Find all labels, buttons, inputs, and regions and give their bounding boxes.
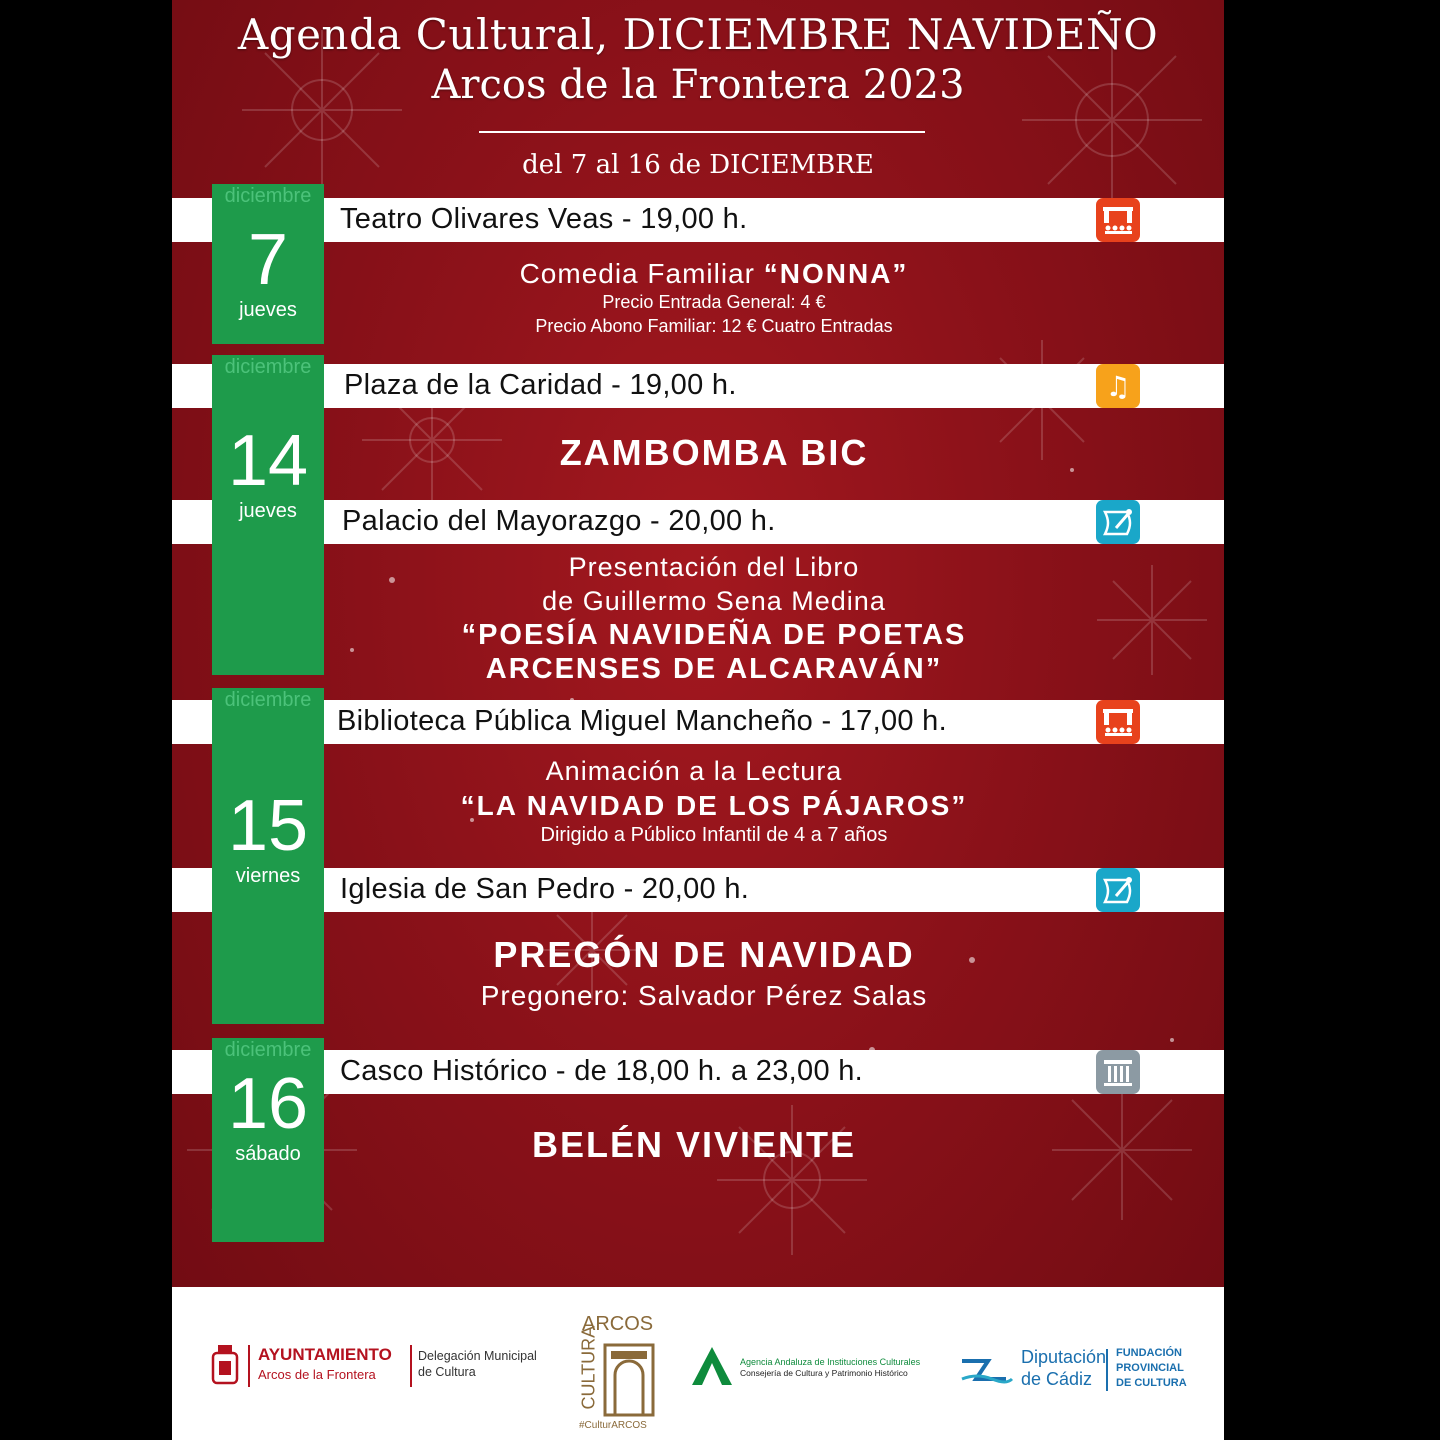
day-weekday: sábado	[235, 1143, 301, 1165]
agencia-andaluza-logo	[690, 1345, 950, 1389]
day-number: 7	[247, 220, 289, 300]
event-name: “NONNA”	[763, 258, 909, 289]
poster	[172, 0, 1224, 1440]
day-number: 14	[227, 421, 309, 501]
hashtag: #CulturARCOS	[579, 1420, 647, 1431]
venue-time: Iglesia de San Pedro - 20,00 h.	[340, 873, 750, 905]
event-details	[324, 432, 1104, 474]
event-name: “LA NAVIDAD DE LOS PÁJAROS”	[460, 790, 968, 821]
event-name: BELÉN VIVIENTE	[531, 1124, 857, 1165]
ayuntamiento-name: AYUNTAMIENTO	[258, 1345, 392, 1364]
arcos-wordmark: ARCOS	[582, 1313, 654, 1335]
diputacion-emblem-icon	[960, 1351, 1014, 1385]
literature-icon	[1096, 868, 1140, 912]
venue-time: Biblioteca Pública Miguel Mancheño - 17,00 h.	[337, 705, 947, 737]
day-number: 15	[227, 786, 309, 866]
title-divider	[479, 131, 925, 133]
literature-icon	[1096, 500, 1140, 544]
event-name: “POESÍA NAVIDEÑA DE POETAS	[461, 619, 967, 651]
ayuntamiento-logo	[210, 1343, 537, 1391]
event-details	[324, 258, 1104, 337]
event-name: ZAMBOMBA BIC	[559, 432, 869, 473]
venue-time: Teatro Olivares Veas - 19,00 h.	[340, 203, 748, 235]
day-block	[212, 1038, 324, 1242]
venue-band	[172, 198, 1224, 242]
cultura-wordmark: CULTURA	[578, 1325, 599, 1410]
event-title	[324, 258, 1104, 290]
agencia-line2: Consejería de Cultura y Patrimonio Histórico	[740, 1368, 908, 1378]
delegacion-line1: Delegación Municipal	[418, 1349, 537, 1363]
svg-text:♫: ♫	[1105, 370, 1131, 403]
event-name: PREGÓN DE NAVIDAD	[493, 934, 915, 975]
date-range: del 7 al 16 de DICIEMBRE	[522, 150, 874, 180]
theater-icon	[1096, 198, 1140, 242]
day-month: diciembre	[224, 1039, 312, 1061]
agencia-line1: Agencia Andaluza de Instituciones Culturales	[740, 1357, 921, 1367]
venue-band	[172, 500, 1224, 544]
price-family: Precio Abono Familiar: 12 € Cuatro Entradas	[535, 316, 893, 336]
event-details	[324, 1124, 1104, 1166]
event-author: de Guillermo Sena Medina	[542, 586, 886, 616]
day-block	[212, 355, 324, 675]
day-month: diciembre	[224, 185, 312, 207]
event-details	[324, 552, 1104, 686]
delegacion-line2: de Cultura	[418, 1365, 476, 1379]
theater-icon	[1096, 700, 1140, 744]
fundacion-line1: FUNDACIÓN	[1116, 1347, 1182, 1359]
event-details	[324, 756, 1104, 847]
venue-time: Plaza de la Caridad - 19,00 h.	[344, 369, 737, 401]
day-month: diciembre	[224, 356, 312, 378]
venue-time: Casco Histórico - de 18,00 h. a 23,00 h.	[340, 1055, 864, 1087]
poster-subtitle: Arcos de la Frontera 2023	[431, 62, 965, 108]
fundacion-line2: PROVINCIAL	[1116, 1362, 1184, 1374]
diputacion-line2: de Cádiz	[1021, 1369, 1093, 1389]
venue-band	[172, 868, 1224, 912]
event-name-continued: ARCENSES DE ALCARAVÁN”	[485, 653, 943, 685]
event-speaker: Pregonero: Salvador Pérez Salas	[480, 980, 928, 1011]
diputacion-line1: Diputación	[1021, 1347, 1107, 1367]
day-month: diciembre	[224, 689, 312, 711]
junta-andalucia-icon	[690, 1345, 734, 1387]
price-general: Precio Entrada General: 4 €	[602, 292, 826, 312]
day-block	[212, 688, 324, 1024]
day-weekday: jueves	[239, 500, 297, 522]
heritage-column-icon	[1096, 1050, 1140, 1094]
event-subtitle: Animación a la Lectura	[545, 756, 843, 786]
music-icon	[1096, 364, 1140, 408]
event-details	[324, 934, 1104, 1012]
diputacion-cadiz-logo	[960, 1347, 1200, 1393]
venue-time: Palacio del Mayorazgo - 20,00 h.	[342, 505, 776, 537]
ayuntamiento-town: Arcos de la Frontera	[258, 1367, 376, 1382]
venue-band	[172, 700, 1224, 744]
arch-icon	[601, 1335, 657, 1419]
day-weekday: jueves	[239, 299, 297, 321]
venue-band	[172, 364, 1224, 408]
fundacion-line3: DE CULTURA	[1116, 1377, 1187, 1389]
sponsor-footer	[172, 1287, 1224, 1440]
event-category: Comedia Familiar	[519, 258, 764, 289]
coat-of-arms-icon	[210, 1343, 240, 1387]
event-subtitle: Presentación del Libro	[568, 552, 860, 582]
cultura-arcos-logo	[577, 1311, 667, 1436]
day-block	[212, 184, 324, 344]
day-number: 16	[227, 1064, 309, 1144]
venue-band	[172, 1050, 1224, 1094]
poster-title: Agenda Cultural, DICIEMBRE NAVIDEÑO	[237, 10, 1159, 59]
event-audience: Dirigido a Público Infantil de 4 a 7 años	[540, 824, 888, 846]
day-weekday: viernes	[235, 865, 301, 887]
